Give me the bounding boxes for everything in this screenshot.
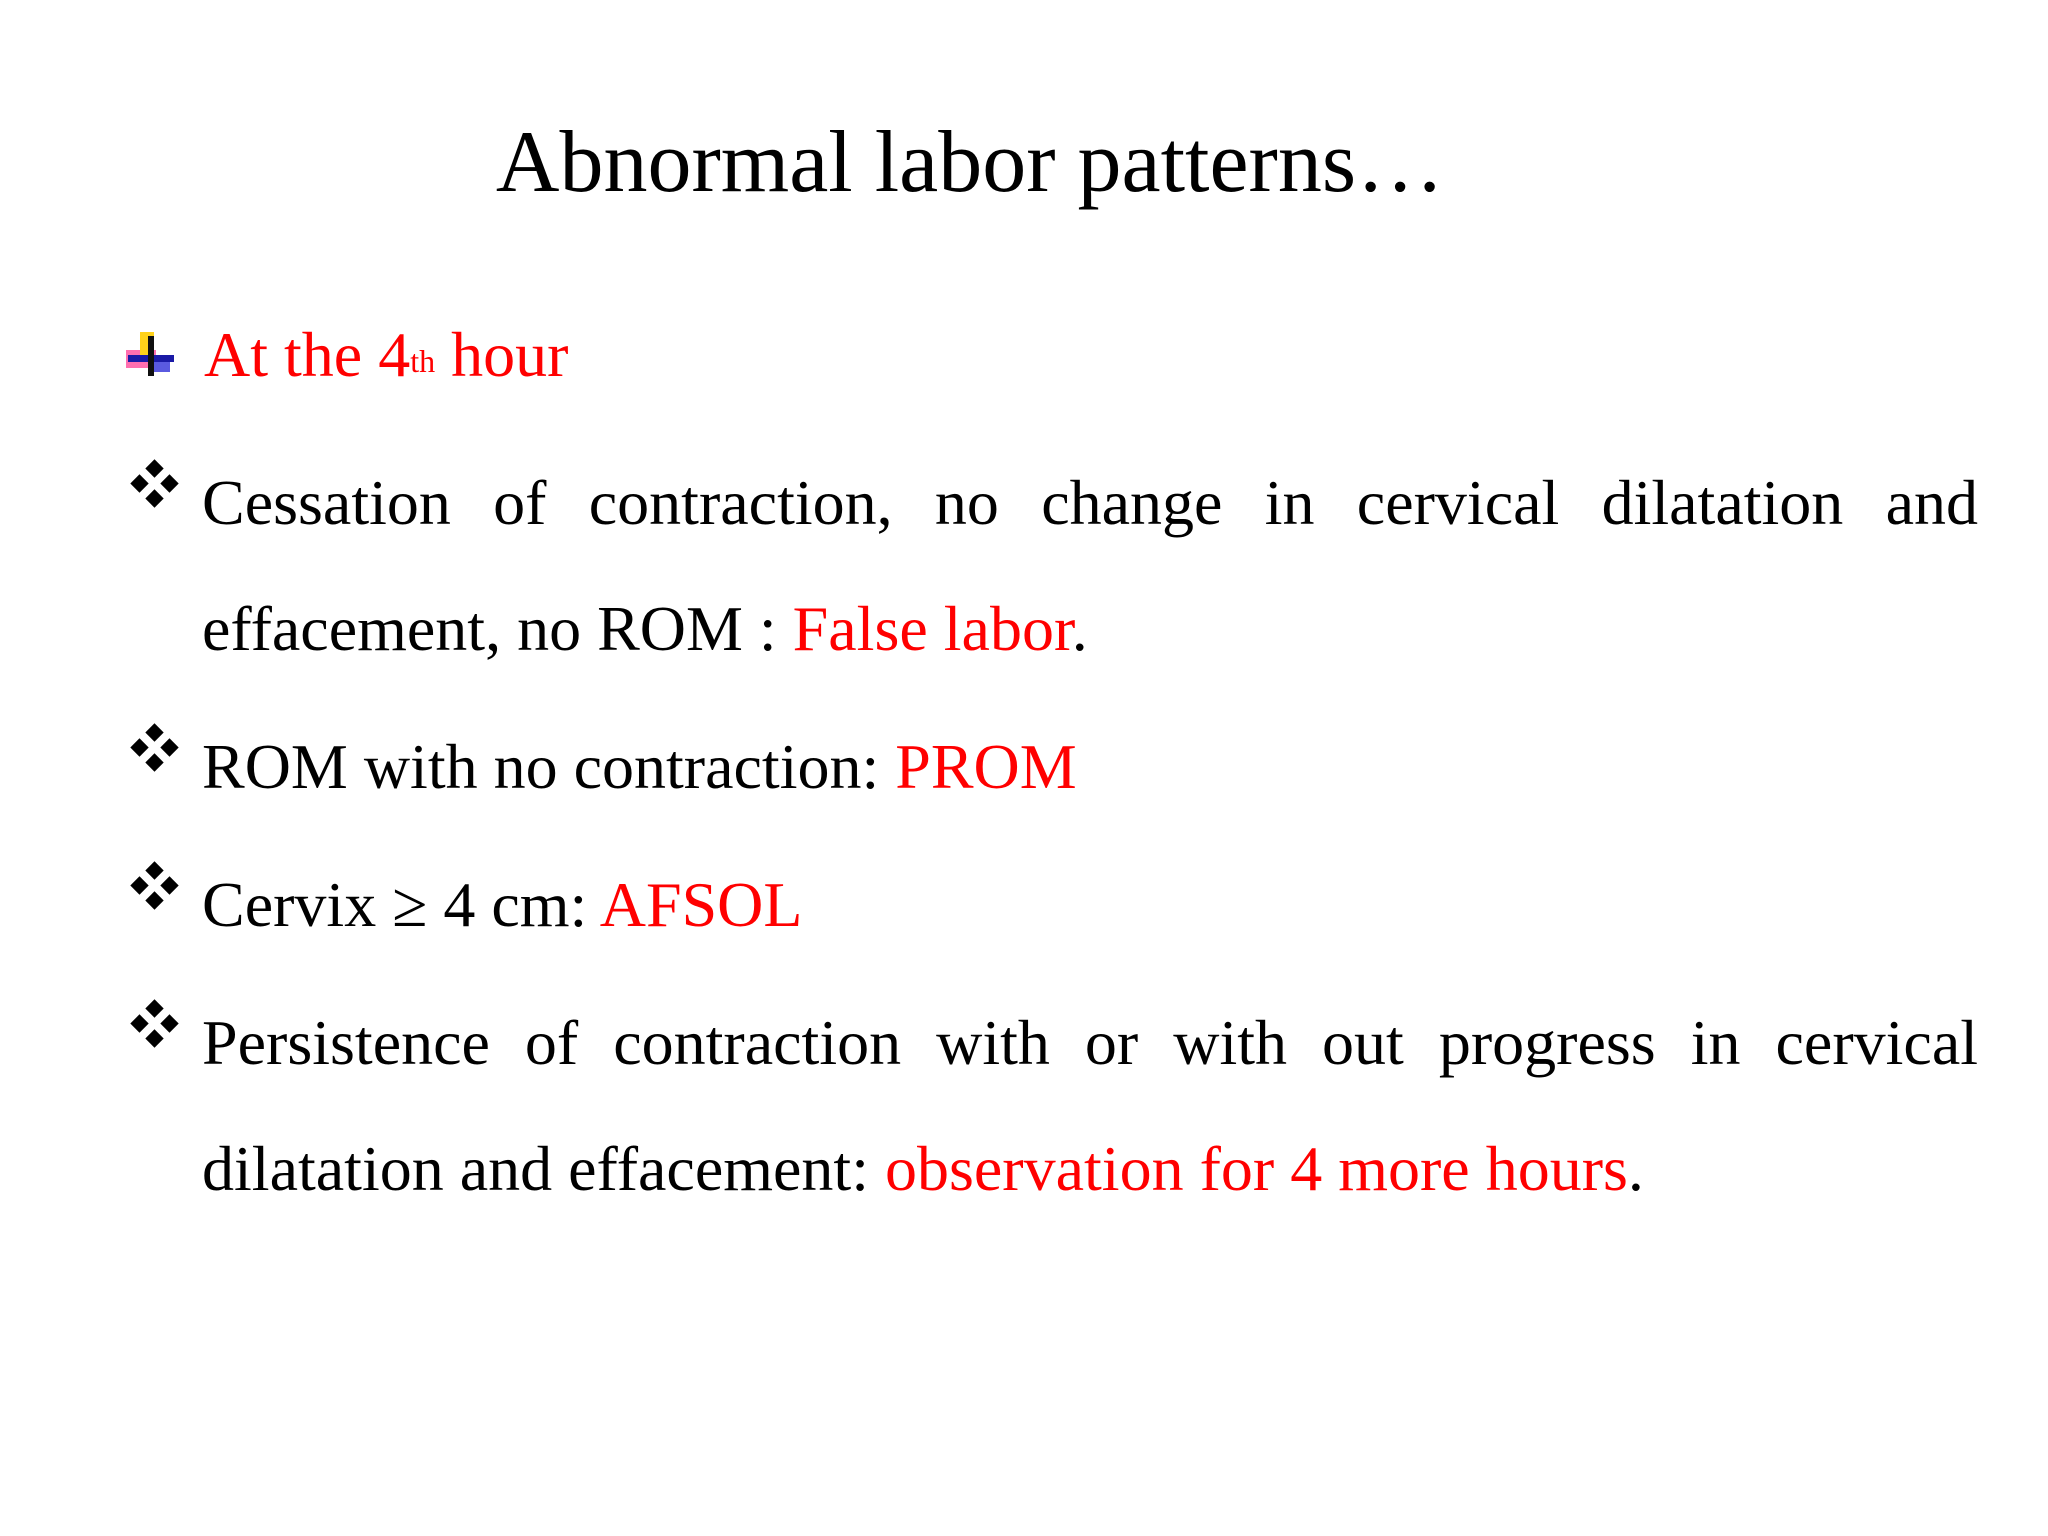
bullet-tail: . xyxy=(1071,593,1088,664)
subheading-prefix: At the 4 xyxy=(204,319,411,390)
diamond-cluster-icon xyxy=(130,862,180,912)
bullet-text: Cervix ≥ 4 cm: xyxy=(202,869,600,940)
bullet-highlight: AFSOL xyxy=(599,869,803,940)
bullet-text: Cessation of contraction, no change in cervical dilatation and effacement, no ROM : xyxy=(202,467,1978,664)
bullet-item xyxy=(122,842,1978,968)
slide-title: Abnormal labor patterns… xyxy=(495,114,1445,211)
bullet-highlight: observation for 4 more hours xyxy=(884,1133,1628,1204)
diamond-cluster-icon xyxy=(130,724,180,774)
bullet-item xyxy=(122,440,1978,692)
subheading-suffix: hour xyxy=(435,319,569,390)
bullet-text: ROM with no contraction: xyxy=(202,731,896,802)
bullet-item xyxy=(122,980,1978,1232)
bullet-tail: . xyxy=(1627,1133,1644,1204)
diamond-cluster-icon xyxy=(130,1000,180,1050)
subheading: At the 4 $^{th}$ hour xyxy=(122,310,568,400)
bullet-list xyxy=(122,440,1978,1244)
diamond-cluster-icon xyxy=(130,460,180,510)
pink-yellow-plus-icon xyxy=(122,328,176,382)
bullet-highlight: PROM xyxy=(895,731,1077,802)
bullet-item xyxy=(122,704,1978,830)
bullet-text: Persistence of contraction with or with out progress in cervical dilatation and effacement: xyxy=(202,1007,1978,1204)
bullet-highlight: False labor xyxy=(792,593,1072,664)
